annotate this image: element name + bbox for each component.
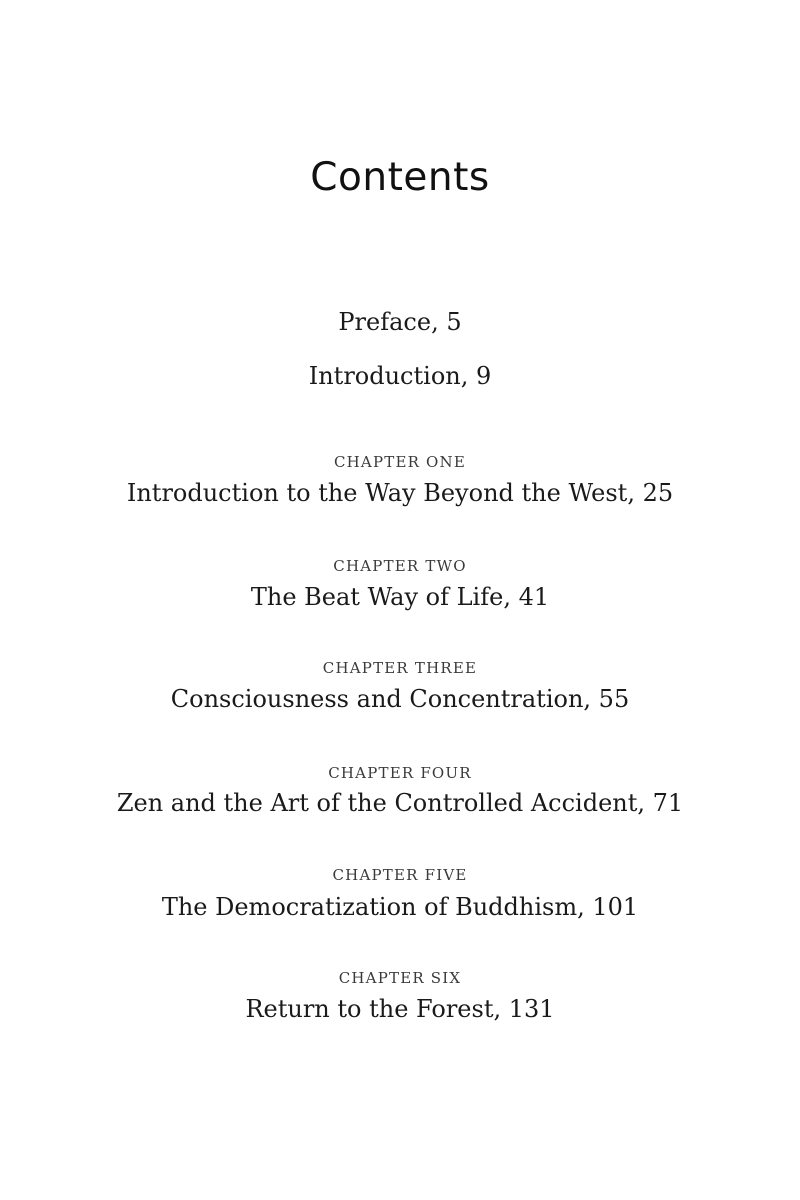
chapter-1-title[interactable]: Introduction to the Way Beyond the West, 25 xyxy=(126,479,674,507)
chapter-2-label: CHAPTER TWO xyxy=(333,557,467,575)
chapter-6-title[interactable]: Return to the Forest, 131 xyxy=(245,995,555,1023)
chapter-2-title[interactable]: The Beat Way of Life, 41 xyxy=(250,583,550,611)
page-title: Contents xyxy=(310,155,490,200)
chapter-6-label: CHAPTER SIX xyxy=(338,969,462,987)
chapter-3-title[interactable]: Consciousness and Concentration, 55 xyxy=(170,685,630,713)
toc-entry-preface[interactable]: Preface, 5 xyxy=(338,308,462,336)
chapter-1-label: CHAPTER ONE xyxy=(333,453,467,471)
toc-entry-introduction[interactable]: Introduction, 9 xyxy=(308,362,492,390)
chapter-4-title[interactable]: Zen and the Art of the Controlled Accident, 71 xyxy=(116,789,684,817)
chapter-4-label: CHAPTER FOUR xyxy=(328,764,472,782)
chapter-5-title[interactable]: The Democratization of Buddhism, 101 xyxy=(161,893,639,921)
chapter-3-label: CHAPTER THREE xyxy=(322,659,478,677)
chapter-5-label: CHAPTER FIVE xyxy=(332,866,468,884)
